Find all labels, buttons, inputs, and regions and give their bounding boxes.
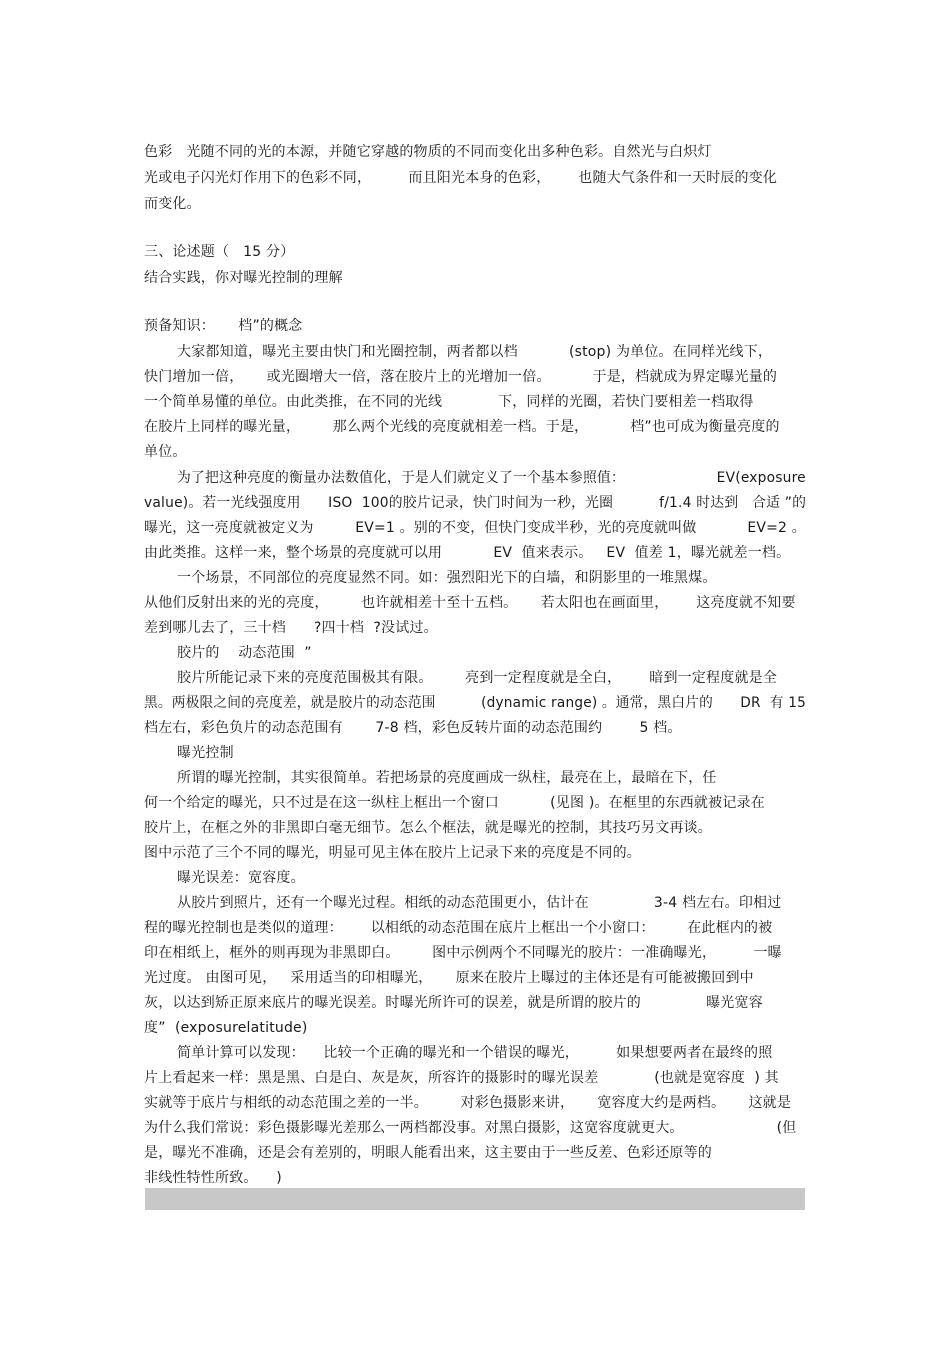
text-line: 一个场景，不同部位的亮度显然不同。如：强烈阳光下的白墙，和阴影里的一堆黑煤。: [177, 570, 717, 586]
text-line: 胶片所能记录下来的亮度范围极其有限。 亮到一定程度就是全白， 暗到一定程度就是全: [177, 670, 778, 686]
text-line: 印在相纸上，框外的则再现为非黑即白。 图中示例两个不同曝光的胶片：一准确曝光， 一曝: [144, 945, 782, 961]
text-line: 档左右，彩色负片的动态范围有 7-8 档，彩色反转片面的动态范围约 5 档。: [144, 720, 682, 736]
text-line: 快门增加一倍， 或光圈增大一倍，落在胶片上的光增加一倍。 于是，档就成为界定曝光量的: [144, 369, 778, 385]
subheading-latitude: 曝光误差：宽容度。: [177, 870, 305, 886]
text-line: 差到哪儿去了，三十档 ?四十档 ?没试过。: [144, 620, 438, 636]
text-line: 非线性特性所致。 ): [144, 1170, 282, 1186]
text-line: 片上看起来一样：黑是黑、白是白、灰是灰，所容许的摄影时的曝光误差 (也就是宽容度 ) 其: [144, 1070, 779, 1086]
paragraph-color-line-3: 而变化。: [144, 196, 201, 212]
text-line: 胶片上，在框之外的非黑即白毫无细节。怎么个框法，就是曝光的控制，其技巧另文再谈。: [144, 820, 712, 836]
paragraph-color-line-1: 色彩 光随不同的光的本源，并随它穿越的物质的不同而变化出多种色彩。自然光与白炽灯: [144, 144, 712, 160]
gray-divider-bar: [145, 1188, 805, 1210]
text-line: 光过度。 由图可见， 采用适当的印相曝光， 原来在胶片上曝过的主体还是有可能被搬回到中: [144, 970, 754, 986]
text-line: 从胶片到照片，还有一个曝光过程。相纸的动态范围更小，估计在 3-4 档左右。印相过: [177, 895, 782, 911]
text-line: 在胶片上同样的曝光量， 那么两个光线的亮度就相差一档。于是， 档”也可成为衡量亮度的: [144, 419, 780, 435]
text-line: 图中示范了三个不同的曝光，明显可见主体在胶片上记录下来的亮度是不同的。: [144, 845, 641, 861]
text-line: 是，曝光不准确，还是会有差别的，明眼人能看出来，这主要由于一些反差、色彩还原等的: [144, 1145, 712, 1161]
text-line: 实就等于底片与相纸的动态范围之差的一半。 对彩色摄影来讲， 宽容度大约是两档。 这就是: [144, 1095, 792, 1111]
text-line: 大家都知道，曝光主要由快门和光圈控制，两者都以档 (stop) 为单位。在同样光线下，: [177, 344, 773, 360]
subheading-prerequisite: 预备知识： 档”的概念: [144, 318, 303, 334]
text-line: 所谓的曝光控制，其实很简单。若把场景的亮度画成一纵柱，最亮在上，最暗在下，任: [177, 770, 717, 786]
text-line: 灰，以达到矫正原来底片的曝光误差。时曝光所许可的误差，就是所谓的胶片的 曝光宽容: [144, 995, 763, 1011]
text-line: 一个简单易懂的单位。由此类推，在不同的光线 下，同样的光圈，若快门要相差一档取得: [144, 394, 754, 410]
text-line: 简单计算可以发现： 比较一个正确的曝光和一个错误的曝光， 如果想要两者在最终的照: [177, 1045, 773, 1061]
text-line: value)。若一光线强度用 ISO 100的胶片记录，快门时间为一秒，光圈 f/1.4 时达到 合适 ”的: [144, 495, 807, 511]
text-line: 程的曝光控制也是类似的道理： 以相纸的动态范围在底片上框出一个小窗口： 在此框内的被: [144, 920, 773, 936]
text-line: 为什么我们常说：彩色摄影曝光差那么一两档都没事。对黑白摄影，这宽容度就更大。 (但: [144, 1120, 797, 1136]
text-line: 由此类推。这样一来，整个场景的亮度就可以用 EV 值来表示。 EV 值差 1，曝光就差一档。: [144, 545, 791, 561]
text-line: 单位。: [144, 444, 187, 460]
text-line: 何一个给定的曝光，只不过是在这一纵柱上框出一个窗口 (见图 )。在框里的东西就被记录在: [144, 795, 765, 811]
subheading-exposure-control: 曝光控制: [177, 745, 234, 761]
text-line: 从他们反射出来的光的亮度， 也许就相差十至十五档。 若太阳也在画面里， 这亮度就不知要: [144, 595, 796, 611]
section-heading: 三、论述题（ 15 分）: [144, 244, 295, 260]
text-line: 度” (exposurelatitude): [144, 1020, 308, 1036]
text-line: 曝光，这一亮度就被定义为 EV=1 。别的不变，但快门变成半秒，光的亮度就叫做 EV=2 。: [144, 520, 806, 536]
subheading-dynamic-range: 胶片的 动态范围 ”: [177, 645, 312, 661]
text-line: 为了把这种亮度的衡量办法数值化，于是人们就定义了一个基本参照值： EV(exposure: [177, 470, 806, 486]
paragraph-color-line-2: 光或电子闪光灯作用下的色彩不同， 而且阳光本身的色彩， 也随大气条件和一天时辰的变化: [144, 170, 778, 186]
question-text: 结合实践，你对曝光控制的理解: [144, 270, 343, 286]
text-line: 黑。两极限之间的亮度差，就是胶片的动态范围 (dynamic range) 。通常，黑白片的 DR 有 15: [144, 695, 807, 711]
